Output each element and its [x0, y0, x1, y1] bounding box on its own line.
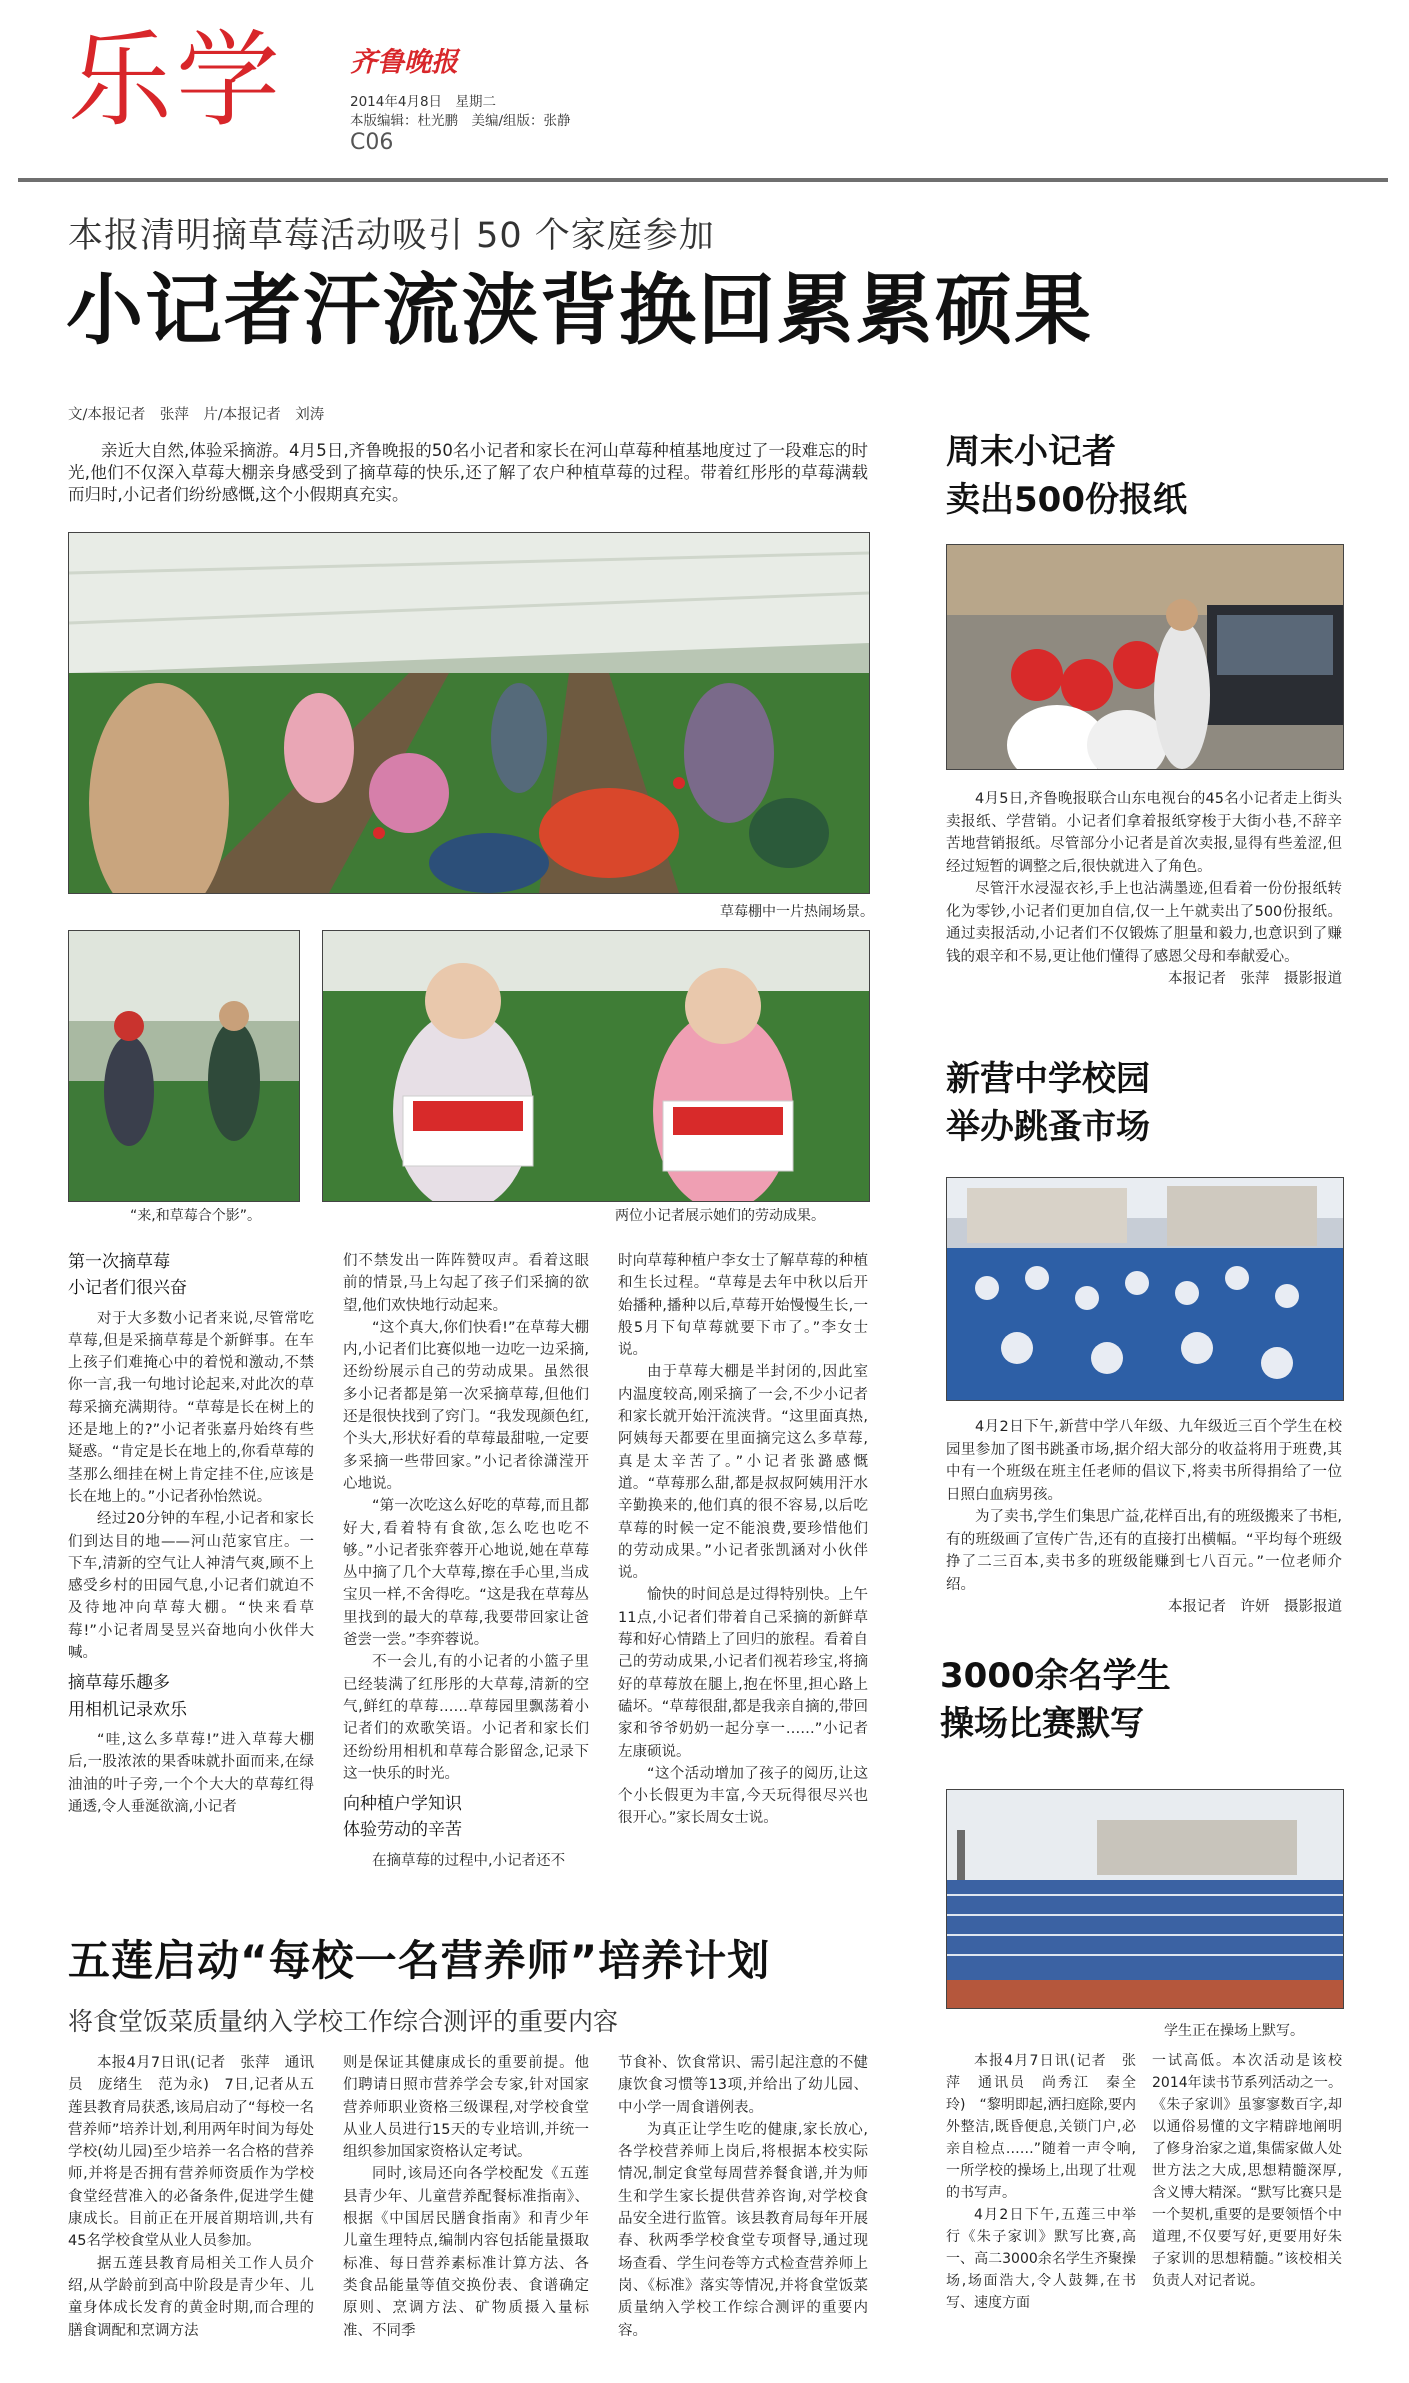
subhead-learn: 向种植户学知识 [343, 1794, 462, 1815]
lead-column-2 [343, 1250, 589, 1870]
side2-headline-line2: 举办跳蚤市场 [946, 1107, 1150, 1147]
side2-byline: 本报记者 许妍 摄影报道 [1168, 1599, 1342, 1615]
paragraph: “第一次吃这么好吃的草莓,而且都好大,看着特有食欲,怎么吃也吃不够。”小记者张弈蓉开心地说,她在草莓丛中摘了几个大草莓,擦在手心里,当成宝贝一样,不舍得吃。“这是我在草莓丛里找到的最大的草莓,我要带回家让爸爸尝一尝。”李弈蓉说。 [343, 1498, 589, 1649]
subhead-labor: 体验劳动的辛苦 [343, 1820, 462, 1841]
subhead-first-picking: 第一次摘草莓 [68, 1252, 170, 1272]
caption-two-girls: 两位小记者展示她们的劳动成果。 [615, 1208, 825, 1224]
caption-dictation: 学生正在操场上默写。 [1164, 2023, 1304, 2039]
side2-headline [946, 1055, 1366, 1151]
side3-column-b [1152, 2050, 1342, 2375]
editors-line: 本版编辑：杜光鹏 美编/组版：张静 [350, 113, 571, 129]
paragraph: 节食补、饮食常识、需引起注意的不健康饮食习惯等13项,并给出了幼儿园、中小学一周食谱例表。 [618, 2055, 868, 2116]
side3-column-a [946, 2050, 1136, 2375]
paragraph: “这个真大,你们快看!”在草莓大棚内,小记者们比赛似地一边吃一边采摘,还纷纷展示自己的劳动成果。虽然很多小记者都是第一次采摘草莓,但他们还是很快找到了窍门。“我发现颜色红,个头大,形状好看的草莓最甜啦,一定要多采摘一些带回家。”小记者徐潇滢开心地说。 [343, 1319, 589, 1492]
side1-byline: 本报记者 张萍 摄影报道 [1168, 971, 1342, 987]
paragraph: 为了卖书,学生们集思广益,花样百出,有的班级搬来了书柜,有的班级画了宣传广告,还有的直接打出横幅。“平均每个班级挣了二三百本,卖书多的班级能赚到七八百元。”一位老师介绍。 [946, 1509, 1342, 1593]
paragraph: 由于草莓大棚是半封闭的,因此室内温度较高,刚采摘了一会,不少小记者和家长就开始汗流浃背。“这里面真热,阿姨每天都要在里面摘完这么多草莓,真是太辛苦了。”小记者张潞感慨道。“草莓那么甜,都是叔叔阿姨用汗水辛勤换来的,他们真的很不容易,以后吃草莓的时候一定不能浪费,要珍惜他们的劳动成果。”小记者张凯涵对小伙伴说。 [618, 1364, 868, 1582]
side3-headline-line1: 3000余名学生 [940, 1656, 1171, 1696]
paragraph: 为真正让学生吃的健康,家长放心,各学校营养师上岗后,将根据本校实际情况,制定食堂每周营养餐食谱,并为师生和学生家长提供营养咨询,对学校食品安全进行监管。该县教育局每年开展春、秋两季学校食堂专项督导,通过现场查看、学生问卷等方式检查营养师上岗、《标准》落实等情况,并将食堂饭菜质量纳入学校工作综合测评的重要内容。 [618, 2121, 868, 2339]
side3-headline [940, 1652, 1360, 1748]
section-title: 乐学 [68, 19, 285, 141]
lead-kicker: 本报清明摘草莓活动吸引 50 个家庭参加 [68, 216, 715, 256]
lead-column-3 [618, 1250, 868, 1870]
paragraph: “这个活动增加了孩子的阅历,让这个小长假更为丰富,今天玩得很尽兴也很开心。”家长周女士说。 [618, 1765, 868, 1827]
side1-headline-line2: 卖出500份报纸 [946, 480, 1187, 520]
photo-two-girls [322, 930, 870, 1202]
bottom-column-3 [618, 2052, 868, 2377]
lead-column-1 [68, 1245, 314, 1870]
bottom-headline: 五莲启动“每校一名营养师”培养计划 [68, 1936, 771, 1985]
paper-logo: 齐鲁晚报 [350, 47, 458, 78]
caption-greenhouse: 草莓棚中一片热闹场景。 [720, 904, 874, 920]
paragraph: 尽管汗水浸湿衣衫,手上也沾满墨迹,但看着一份份报纸转化为零钞,小记者们更加自信,仅一上午就卖出了500份报纸。通过卖报活动,小记者们不仅锻炼了胆量和毅力,也意识到了赚钱的艰辛和不易,更让他们懂得了感恩父母和奉献爱心。 [946, 881, 1342, 965]
paragraph: 愉快的时间总是过得特别快。上午11点,小记者们带着自己采摘的新鲜草莓和好心情踏上了回归的旅程。看着自己的劳动成果,小记者们视若珍宝,将摘好的草莓放在腿上,抱在怀里,担心路上磕坏。“草莓很甜,都是我亲自摘的,带回家和爷爷奶奶一起分享一……”小记者左康硕说。 [618, 1587, 868, 1760]
paragraph: 本报4月7日讯(记者 张萍 通讯员 尚秀江 秦全玲) “黎明即起,洒扫庭除,要内外整洁,既昏便息,关锁门户,必亲自检点……”随着一声令响,一所学校的操场上,出现了壮观的书写声。 [946, 2053, 1136, 2201]
paragraph: 则是保证其健康成长的重要前提。他们聘请日照市营养学会专家,针对国家营养师职业资格三级课程,对学校食堂从业人员进行15天的专业培训,并统一组织参加国家资格认定考试。 [343, 2055, 589, 2161]
paragraph: 经过20分钟的车程,小记者和家长们到达目的地——河山范家官庄。一下车,清新的空气让人神清气爽,顾不上感受乡村的田园气息,小记者们就迫不及待地冲向草莓大棚。“快来看草莓!”小记者周旻昱兴奋地向小伙伴大喊。 [68, 1511, 314, 1662]
paragraph: 据五莲县教育局相关工作人员介绍,从学龄前到高中阶段是青少年、儿童身体成长发育的黄金时期,而合理的膳食调配和烹调方法 [68, 2255, 314, 2339]
side1-headline-line1: 周末小记者 [946, 432, 1116, 472]
photo-selling-newspapers [946, 544, 1344, 770]
paragraph: 们不禁发出一阵阵赞叹声。看着这眼前的情景,马上勾起了孩子们采摘的欲望,他们欢快地行动起来。 [343, 1253, 589, 1314]
paragraph: 同时,该局还向各学校配发《五莲县青少年、儿童营养配餐标准指南》、根据《中国居民膳食指南》和青少年儿童生理特点,编制内容包括能量摄取标准、每日营养素标准计算方法、各类食品能量等值交换份表、食谱确定原则、烹调方法、矿物质摄入量标准、不同季 [343, 2166, 589, 2339]
subhead-excited: 小记者们很兴奋 [68, 1278, 187, 1299]
lead-headline: 小记者汗流浃背换回累累硕果 [66, 267, 1093, 356]
photo-greenhouse [68, 532, 870, 894]
lead-byline: 文/本报记者 张萍 片/本报记者 刘涛 [68, 407, 325, 423]
paragraph: “哇,这么多草莓!”进入草莓大棚后,一股浓浓的果香味就扑面而来,在绿油油的叶子旁,一个个大大的草莓红得通透,令人垂涎欲滴,小记者 [68, 1731, 314, 1815]
side2-body [946, 1416, 1342, 1631]
paragraph: 本报4月7日讯(记者 张萍 通讯员 庞绪生 范为永) 7日,记者从五莲县教育局获悉,该局启动了“每校一名营养师”培养计划,利用两年时间为每处学校(幼儿园)至少培养一名合格的营养师,并将是否拥有营养师资质作为学校食堂经营准入的必备条件,促进学生健康成长。目前正在开展首期培训,共有45名学校食堂从业人员参加。 [68, 2055, 314, 2250]
subhead-fun: 摘草莓乐趣多 [68, 1673, 170, 1694]
paragraph: 时向草莓种植户李女士了解草莓的种植和生长过程。“草莓是去年中秋以后开始播种,播种以后,草莓开始慢慢生长,一般5月下旬草莓就要下市了。”李女士说。 [618, 1253, 868, 1359]
paragraph: 4月2日下午,五莲三中举行《朱子家训》默写比赛,高一、高二3000余名学生齐聚操场,场面浩大,令人鼓舞,在书写、速度方面 [946, 2207, 1136, 2311]
subhead-camera: 用相机记录欢乐 [68, 1699, 187, 1720]
bottom-subhead: 将食堂饭菜质量纳入学校工作综合测评的重要内容 [68, 2007, 619, 2036]
side2-headline-line1: 新营中学校园 [946, 1059, 1150, 1099]
bottom-column-1 [68, 2052, 314, 2377]
paragraph: 在摘草莓的过程中,小记者还不 [372, 1852, 566, 1869]
photo-taking-picture [68, 930, 300, 1202]
photo-flea-market [946, 1177, 1344, 1401]
bottom-column-2 [343, 2052, 589, 2377]
lead-intro [68, 440, 868, 532]
lead-intro-text: 亲近大自然,体验采摘游。4月5日,齐鲁晚报的50名小记者和家长在河山草莓种植基地度过了一段难忘的时光,他们不仅深入草莓大棚亲身感受到了摘草莓的快乐,还了解了农户种植草莓的过程。带着红彤彤的草莓满载而归时,小记者们纷纷感慨,这个小假期真充实。 [68, 441, 868, 504]
paragraph: 4月5日,齐鲁晚报联合山东电视台的45名小记者走上街头卖报纸、学营销。小记者们拿着报纸穿梭于大街小巷,不辞辛苦地营销报纸。尽管部分小记者是首次卖报,显得有些羞涩,但经过短暂的调整之后,很快就进入了角色。 [946, 791, 1342, 875]
side3-headline-line2: 操场比赛默写 [940, 1704, 1144, 1744]
side1-body [946, 788, 1342, 1018]
paragraph: 不一会儿,有的小记者的小篮子里已经装满了红彤彤的大草莓,清新的空气,鲜红的草莓……草莓园里飘荡着小记者们的欢歌笑语。小记者和家长们还纷纷用相机和草莓合影留念,记录下这一快乐的时光。 [343, 1654, 589, 1782]
paragraph: 一试高低。本次活动是该校2014年读书节系列活动之一。《朱子家训》虽寥寥数百字,却以通俗易懂的文字精辟地阐明了修身治家之道,集儒家做人处世方法之大成,思想精髓深厚,含义博大精深。“默写比赛只是一个契机,重要的是要领悟个中道理,不仅要写好,更要用好朱子家训的思想精髓。”该校相关负责人对记者说。 [1152, 2053, 1342, 2289]
date-line: 2014年4月8日 星期二 [350, 94, 497, 110]
paragraph: 4月2日下午,新营中学八年级、九年级近三百个学生在校园里参加了图书跳蚤市场,据介绍大部分的收益将用于班费,其中有一个班级在班主任老师的倡议下,将卖书所得捐给了一位日照白血病男孩。 [946, 1419, 1342, 1503]
page-number: C06 [350, 130, 394, 155]
masthead-rule [18, 178, 1388, 182]
paragraph: 对于大多数小记者来说,尽管常吃草莓,但是采摘草莓是个新鲜事。在车上孩子们难掩心中的着悦和激动,不禁你一言,我一句地讨论起来,对此次的草莓采摘充满期待。“草莓是长在树上的还是地上的?”小记者张嘉丹始终有些疑惑。“肯定是长在地上的,你看草莓的茎那么细挂在树上肯定挂不住,应该是长在地上的。”小记者孙怡然说。 [68, 1310, 314, 1505]
caption-taking-picture: “来,和草莓合个影”。 [130, 1208, 261, 1224]
side1-headline [946, 428, 1366, 524]
photo-dictation-contest [946, 1789, 1344, 2009]
